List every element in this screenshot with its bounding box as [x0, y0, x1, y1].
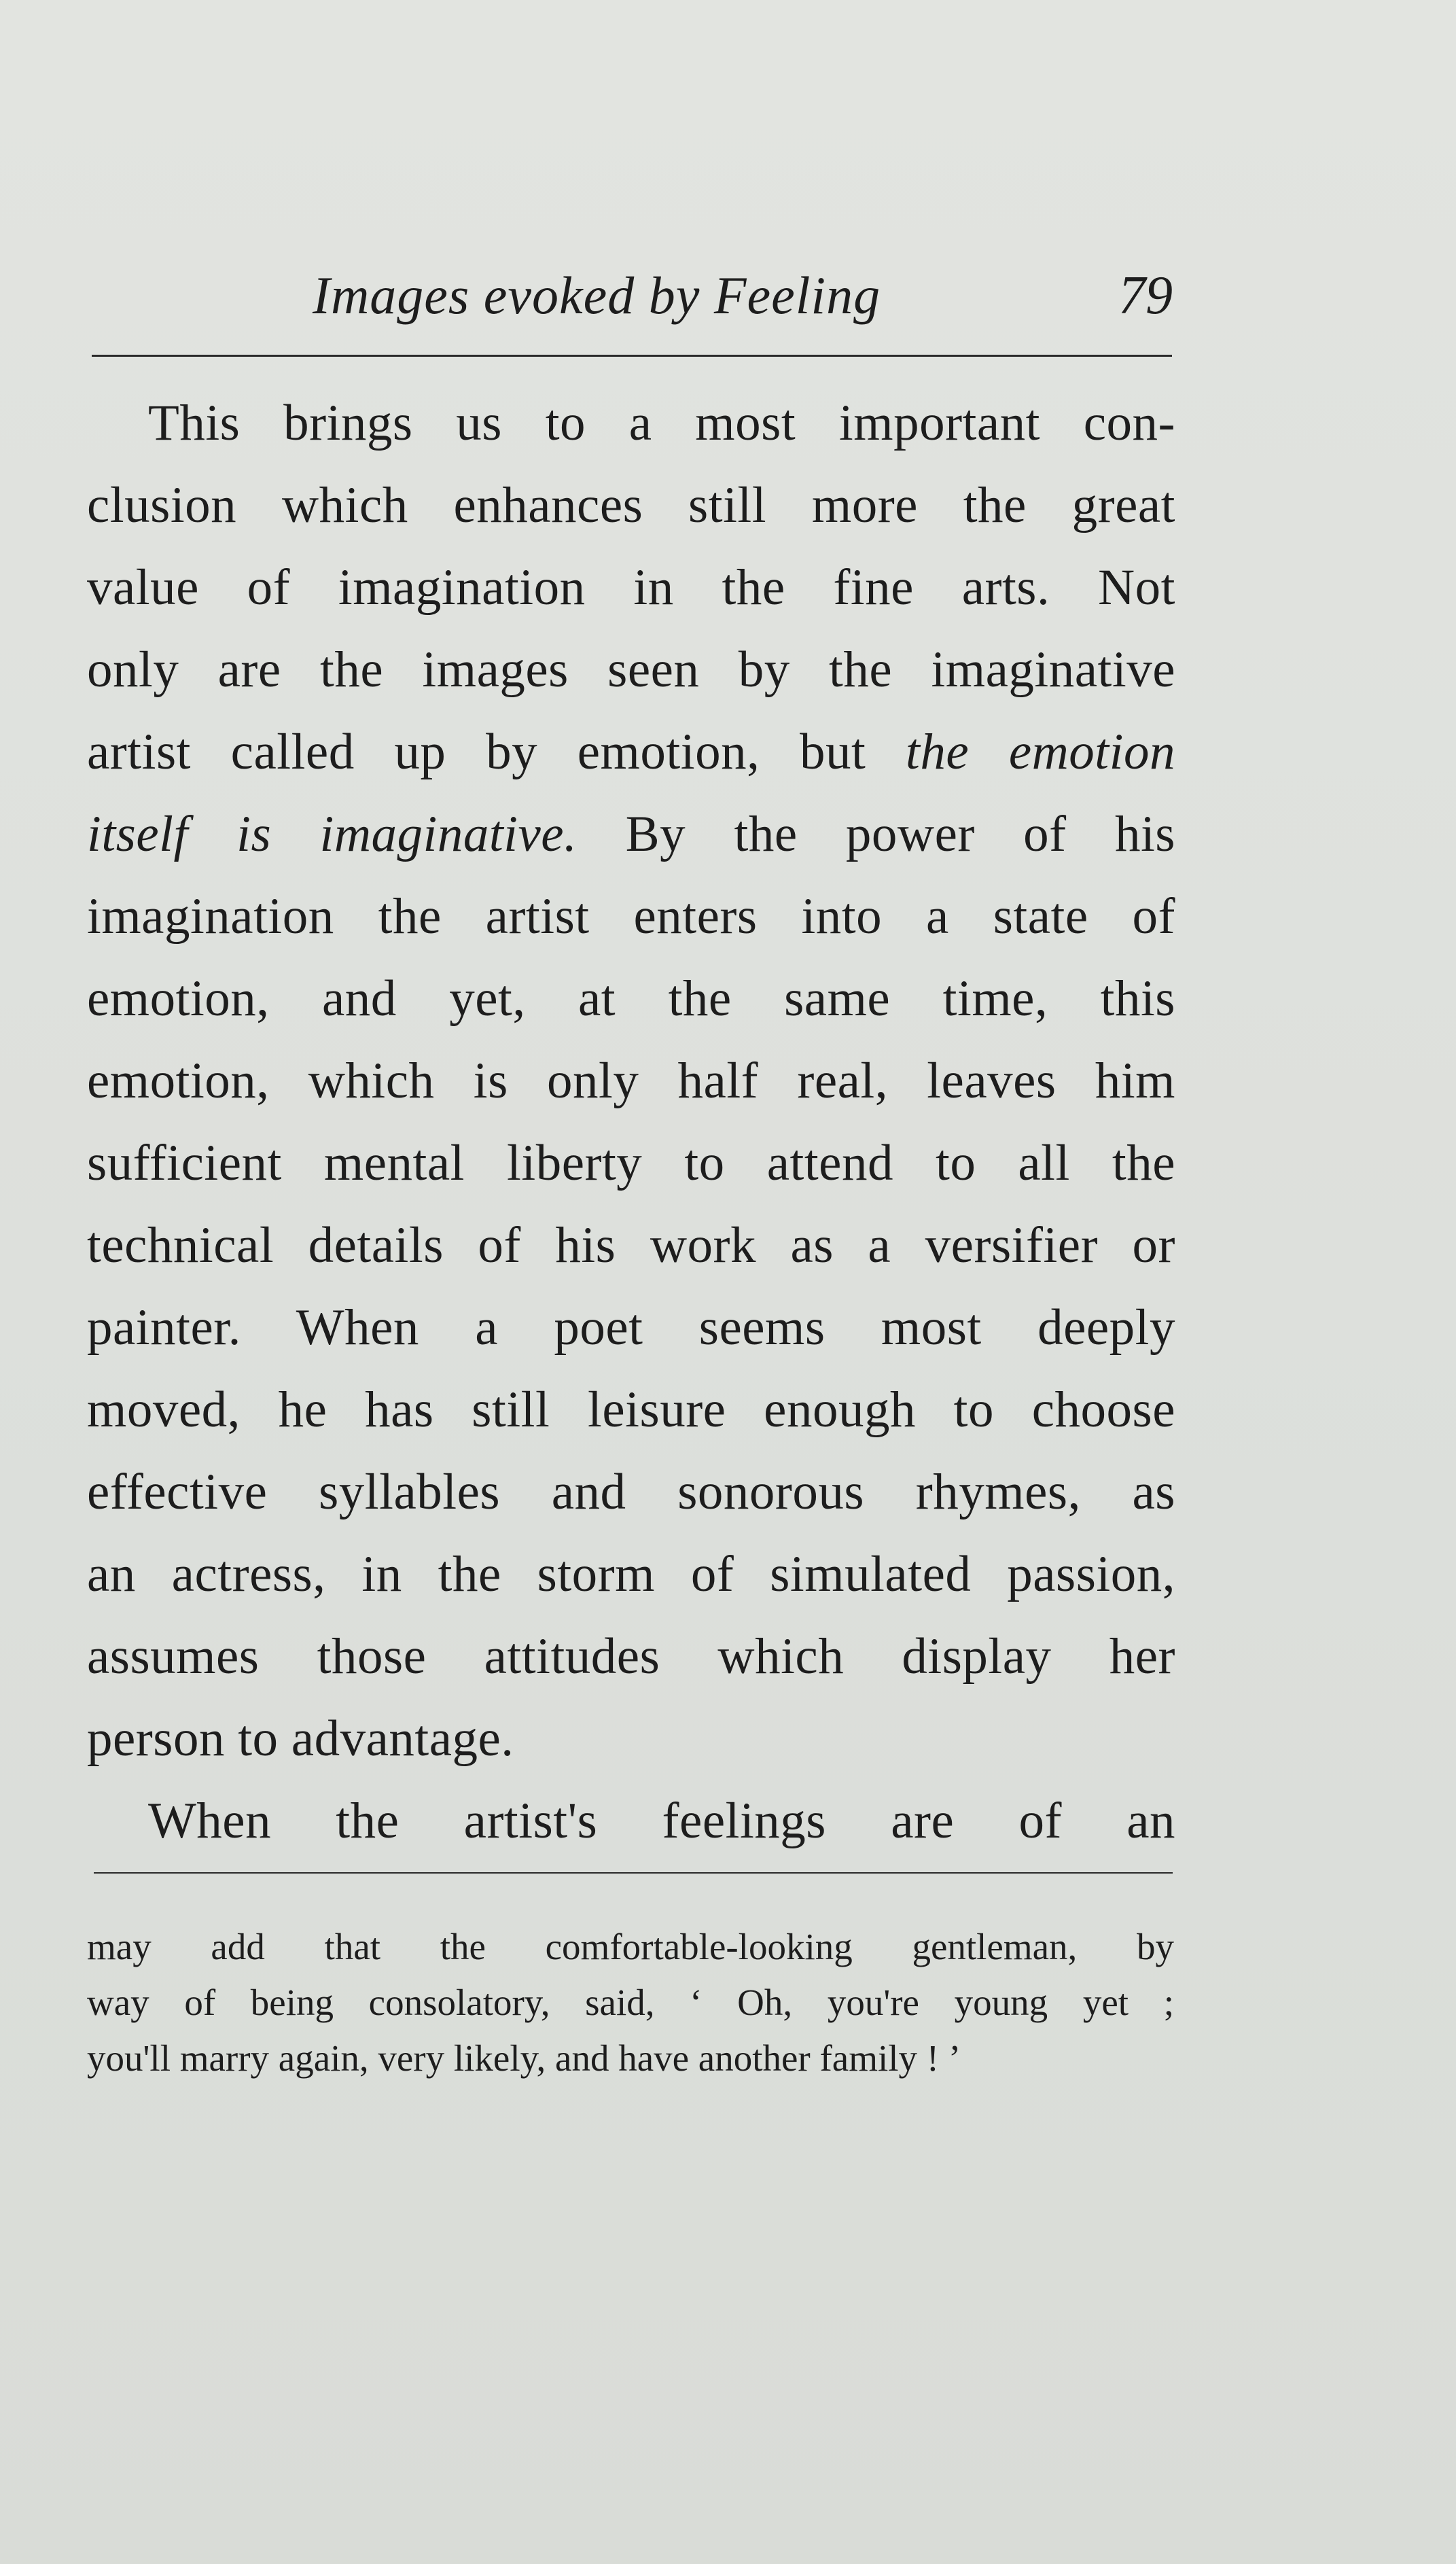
text-line: assumes those attitudes which display her: [87, 1628, 1175, 1685]
footnote-line: may add that the comfortable-looking gentleman, by: [87, 1926, 1174, 1967]
italic-phrase: the emotion: [906, 724, 1175, 780]
text-line: sufficient mental liberty to attend to all the: [87, 1135, 1175, 1191]
text-line: imagination the artist enters into a state of: [87, 888, 1175, 945]
footnote-line: you'll marry again, very likely, and have another family ! ’: [87, 2037, 961, 2079]
footnote-line: way of being consolatory, said, ‘ Oh, you're young yet ;: [87, 1982, 1174, 2023]
text-line: technical details of his work as a versifier or: [87, 1217, 1175, 1274]
text-line: [87, 711, 1175, 793]
text-line: moved, he has still leisure enough to choose: [87, 1382, 1175, 1438]
text-line: effective syllables and sonorous rhymes, as: [87, 1464, 1175, 1520]
text-line: When the artist's feelings are of an: [148, 1793, 1175, 1849]
text-line: an actress, in the storm of simulated passion,: [87, 1546, 1175, 1602]
footnote-rule: [94, 1872, 1173, 1874]
footnote: [87, 1919, 1174, 2086]
text-line: clusion which enhances still more the great: [87, 477, 1175, 533]
text-line: value of imagination in the fine arts. Not: [87, 559, 1175, 616]
text-line: person to advantage.: [87, 1710, 514, 1767]
main-text: [87, 382, 1175, 1862]
text-segment: artist called up by emotion, but: [87, 724, 906, 780]
text-segment: By the power of his: [577, 806, 1175, 862]
page-number: 79: [1118, 266, 1173, 326]
text-line: only are the images seen by the imaginative: [87, 642, 1175, 698]
text-line: painter. When a poet seems most deeply: [87, 1299, 1175, 1356]
text-line: emotion, and yet, at the same time, this: [87, 970, 1175, 1027]
text-line: This brings us to a most important con-: [148, 395, 1175, 451]
italic-phrase: itself is imaginative.: [87, 806, 578, 862]
page-header: [88, 265, 1173, 347]
header-rule: [92, 355, 1172, 357]
text-line: [87, 793, 1175, 875]
text-line: emotion, which is only half real, leaves him: [87, 1053, 1175, 1109]
running-title: Images evoked by Feeling: [313, 266, 881, 325]
